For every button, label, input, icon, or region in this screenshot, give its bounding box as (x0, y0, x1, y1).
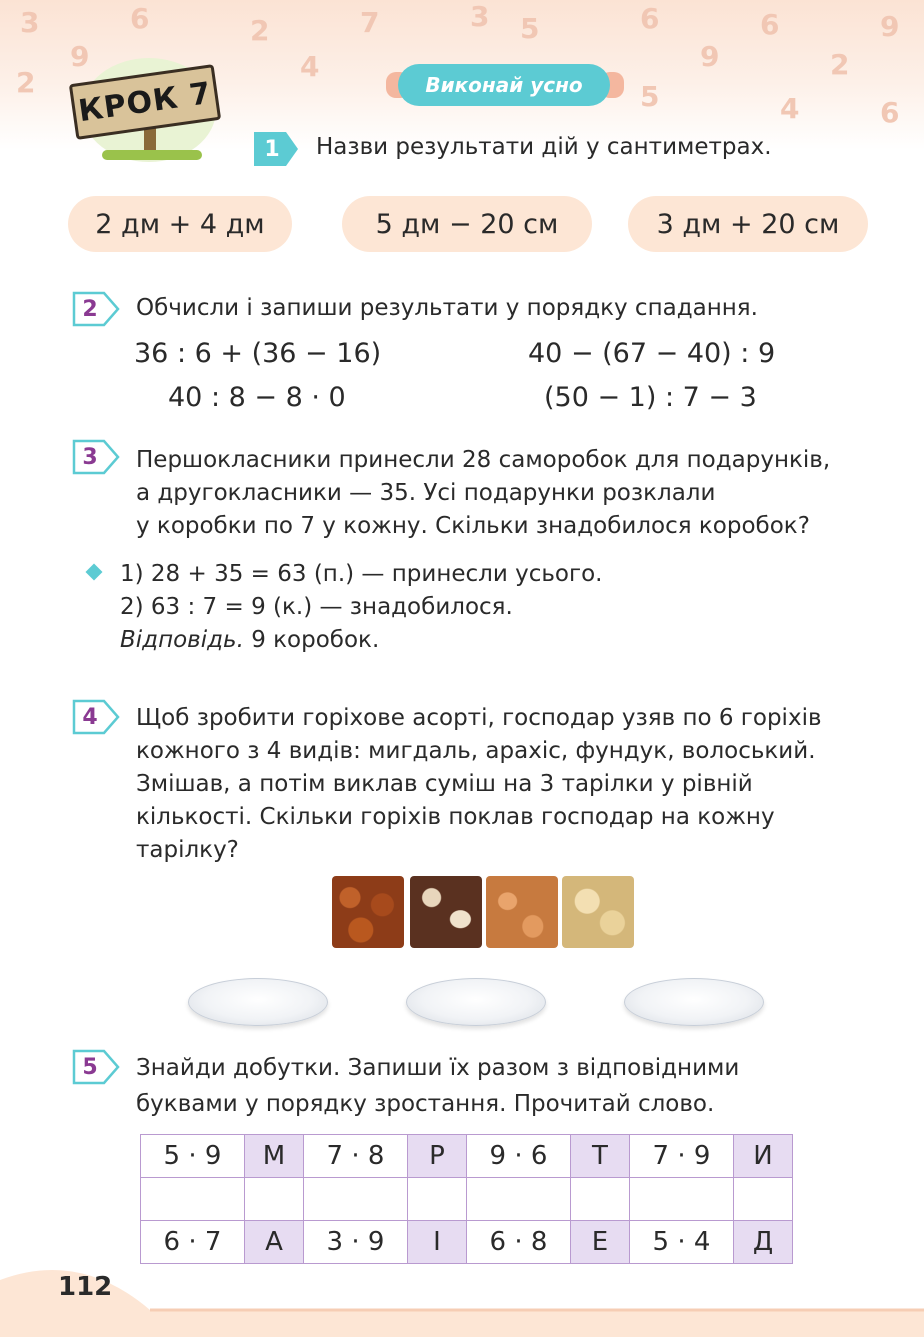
brazil-nuts-image (410, 876, 482, 948)
expression-b: 40 − (67 − 40) : 9 (528, 338, 776, 369)
oral-task-label: Виконай усно (398, 64, 610, 106)
task-4-line-2: кожного з 4 видів: мигдаль, арахіс, фундук, волоський. (136, 738, 816, 764)
task-2-number: 2 (82, 296, 98, 322)
table-cell: 6 · 8 (467, 1221, 571, 1264)
task-3-line-1: Першокласники принесли 28 саморобок для подарунків, (136, 447, 831, 473)
table-cell: И (734, 1135, 793, 1178)
plate-2 (406, 978, 546, 1026)
expression-d: (50 − 1) : 7 − 3 (544, 382, 757, 413)
plate-3 (624, 978, 764, 1026)
empty-cell (408, 1178, 467, 1221)
answer-line (120, 624, 379, 657)
task-2-badge (72, 288, 120, 330)
task-2-text: Обчисли і запиши результати у порядку спадання. (136, 295, 758, 321)
table-cell: 3 · 9 (304, 1221, 408, 1264)
task-1-badge (254, 128, 302, 170)
answer-text: 9 коробок. (243, 627, 380, 653)
expression-pill-1: 2 дм + 4 дм (68, 196, 292, 252)
table-row (141, 1135, 793, 1178)
empty-cell (141, 1178, 245, 1221)
table-cell: А (245, 1221, 304, 1264)
plate-1 (188, 978, 328, 1026)
table-cell: 6 · 7 (141, 1221, 245, 1264)
empty-cell (734, 1178, 793, 1221)
task-5-number: 5 (82, 1054, 98, 1080)
empty-cell (467, 1178, 571, 1221)
table-cell: 7 · 9 (630, 1135, 734, 1178)
task-4-line-1: Щоб зробити горіхове асорті, господар узяв по 6 горіхів (136, 705, 822, 731)
step-label: КРОК 7 (69, 64, 221, 140)
hazelnuts-image (332, 876, 404, 948)
expression-pill-2: 5 дм − 20 см (342, 196, 592, 252)
empty-cell (630, 1178, 734, 1221)
table-cell: І (408, 1221, 467, 1264)
task-4-line-5: тарілку? (136, 837, 239, 863)
almonds-image (486, 876, 558, 948)
table-row (141, 1178, 793, 1221)
step-sign (68, 58, 218, 162)
task-4-number: 4 (82, 704, 98, 730)
expression-pill-3: 3 дм + 20 см (628, 196, 868, 252)
task-4-line-4: кількості. Скільки горіхів поклав господар на кожну (136, 804, 775, 830)
table-cell: 9 · 6 (467, 1135, 571, 1178)
task-3-line-3: у коробки по 7 у кожну. Скільки знадобилося коробок? (136, 513, 810, 539)
task-1-number: 1 (264, 136, 280, 162)
expression-c: 40 : 8 − 8 · 0 (168, 382, 346, 413)
page-number: 112 (58, 1272, 113, 1302)
table-cell: Т (571, 1135, 630, 1178)
task-5-line-1: Знайди добутки. Запиши їх разом з відповідними (136, 1055, 740, 1081)
grass (102, 150, 202, 160)
task-5-line-2: буквами у порядку зростання. Прочитай слово. (136, 1091, 715, 1117)
expression-a: 36 : 6 + (36 − 16) (134, 338, 382, 369)
table-cell: 5 · 4 (630, 1221, 734, 1264)
task-3-badge (72, 436, 120, 478)
answer-label: Відповідь. (120, 627, 244, 653)
table-cell: Д (734, 1221, 793, 1264)
table-cell: Е (571, 1221, 630, 1264)
solution-bullet-icon (86, 564, 103, 581)
empty-cell (571, 1178, 630, 1221)
products-table (140, 1134, 793, 1264)
table-cell: М (245, 1135, 304, 1178)
walnuts-image (562, 876, 634, 948)
table-cell: Р (408, 1135, 467, 1178)
table-cell: 7 · 8 (304, 1135, 408, 1178)
task-1-text: Назви результати дій у сантиметрах. (316, 134, 772, 160)
task-4-badge (72, 696, 120, 738)
empty-cell (245, 1178, 304, 1221)
table-cell: 5 · 9 (141, 1135, 245, 1178)
footer-decoration (0, 1250, 924, 1337)
task-3-number: 3 (82, 444, 98, 470)
solution-step-2: 2) 63 : 7 = 9 (к.) — знадобилося. (120, 594, 513, 620)
task-3-line-2: а другокласники — 35. Усі подарунки розклали (136, 480, 716, 506)
task-4-line-3: Змішав, а потім виклав суміш на 3 тарілки у рівній (136, 771, 753, 797)
task-5-badge (72, 1046, 120, 1088)
empty-cell (304, 1178, 408, 1221)
solution-step-1: 1) 28 + 35 = 63 (п.) — принесли усього. (120, 561, 603, 587)
